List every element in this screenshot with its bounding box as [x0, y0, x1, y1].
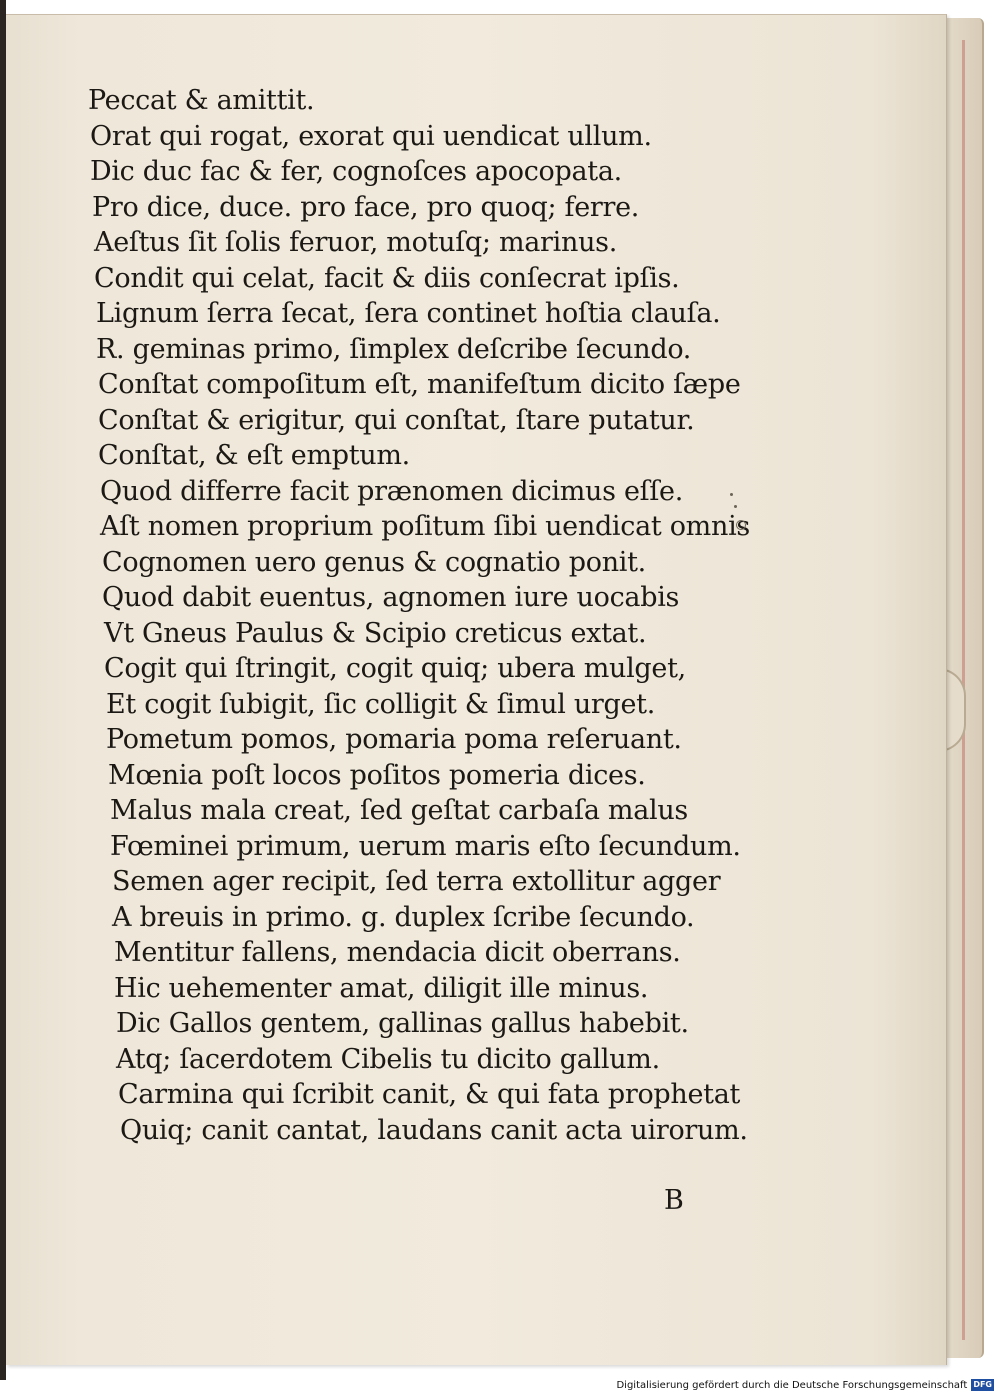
verse-line: Dic Gallos gentem, gallinas gallus habebit. [116, 1008, 689, 1039]
verse-line: Hic uehementer amat, diligit ille minus. [114, 973, 649, 1004]
verse-line: Conſtat & erigitur, qui conſtat, ſtare putatur. [98, 405, 695, 436]
verse-line: Dic duc fac & fer, cognoſces apocopata. [90, 156, 622, 187]
verse-line: Fœminei primum, uerum maris eſto ſecundum. [110, 831, 741, 862]
verse-line: Malus mala creat, ſed geſtat carbaſa malus [110, 795, 688, 826]
dfg-logo: DFG [973, 1380, 992, 1389]
margin-ring-mark [736, 520, 746, 530]
verse-text-block [6, 15, 946, 1365]
verse-line: Mentitur fallens, mendacia dicit oberrans. [114, 937, 681, 968]
book-page [6, 14, 947, 1365]
verse-line: Quiq; canit cantat, laudans canit acta uirorum. [120, 1115, 748, 1146]
verse-line: Condit qui celat, facit & diis conſecrat ipſis. [94, 263, 680, 294]
verse-line: Atq; ſacerdotem Cibelis tu dicito gallum. [116, 1044, 660, 1075]
verse-line: Vt Gneus Paulus & Scipio creticus extat. [104, 618, 647, 649]
verse-line: Carmina qui ſcribit canit, & qui fata prophetat [118, 1079, 741, 1110]
verse-line: Semen ager recipit, ſed terra extollitur agger [112, 866, 721, 897]
verse-line: Pometum pomos, pomaria poma reſeruant. [106, 724, 682, 755]
verse-line: Cognomen uero genus & cognatio ponit. [102, 547, 646, 578]
footer-credit: Digitalisierung gefördert durch die Deutsche Forschungsgemeinschaft [616, 1379, 968, 1391]
verse-line: Orat qui rogat, exorat qui uendicat ullum. [90, 121, 652, 152]
verse-line: A breuis in primo. g. duplex ſcribe ſecundo. [112, 902, 695, 933]
margin-dot-mark [734, 505, 737, 508]
signature-mark: B [664, 1185, 684, 1216]
verse-line: Et cogit ſubigit, ſic colligit & ſimul urget. [106, 689, 656, 720]
verse-line: Aſt nomen proprium poſitum ſibi uendicat omnis [100, 511, 750, 542]
verse-line: Aeſtus ſit ſolis feruor, motuſq; marinus. [94, 227, 618, 258]
digitization-footer [616, 1378, 994, 1392]
verse-line: Quod dabit euentus, agnomen iure uocabis [102, 582, 680, 613]
verse-line: Mœnia poſt locos poſitos pomeria dices. [108, 760, 646, 791]
verse-line: Conſtat, & eſt emptum. [98, 440, 410, 471]
verse-line: R. geminas primo, ſimplex deſcribe ſecundo. [96, 334, 692, 365]
verse-line: Conſtat compoſitum eſt, manifeſtum dicito ſæpe [98, 369, 741, 400]
verse-line: Lignum ſerra ſecat, ſera continet hoſtia clauſa. [96, 298, 721, 329]
verse-line: Quod differre facit prænomen dicimus eſſe. [100, 476, 683, 507]
verse-line: Peccat & amittit. [88, 85, 315, 116]
verse-line: Cogit qui ſtringit, cogit quiq; ubera mulget, [104, 653, 686, 684]
margin-dot-mark [730, 493, 733, 496]
verse-line: Pro dice, duce. pro face, pro quoq; ferre. [92, 192, 640, 223]
